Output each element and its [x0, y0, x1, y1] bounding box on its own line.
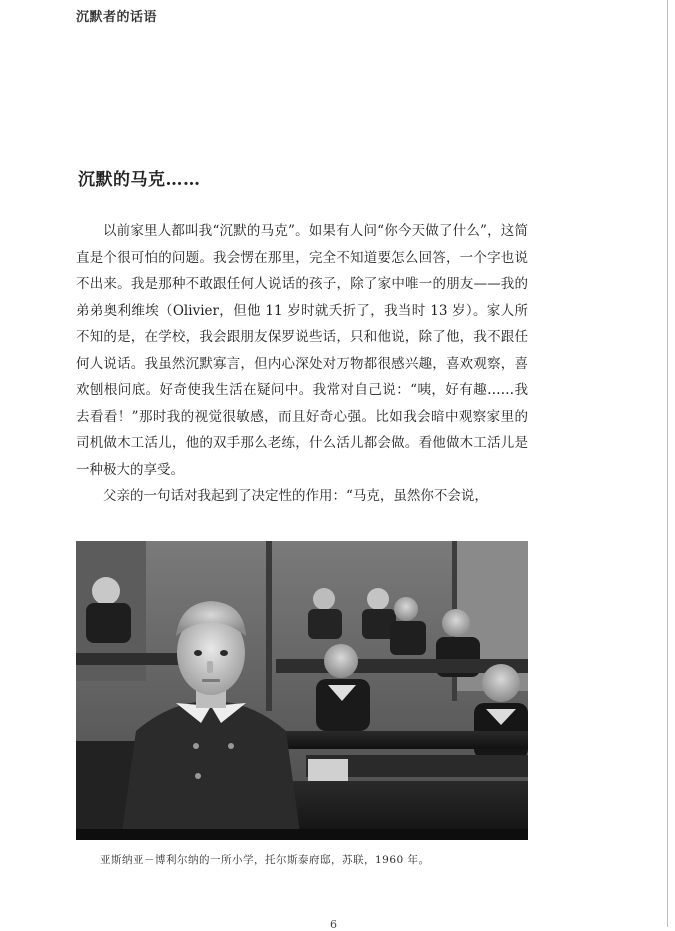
photo-caption: 亚斯纳亚－博利尔纳的一所小学，托尔斯泰府邸，苏联，1960 年。 [100, 854, 430, 866]
paragraph: 父亲的一句话对我起到了决定性的作用：“马克，虽然你不会说， [103, 488, 488, 504]
running-header: 沉默者的话语 [76, 10, 158, 25]
section-title: 沉默的马克…… [78, 170, 201, 190]
classroom-photo [76, 541, 528, 840]
page-edge-rule [667, 0, 668, 927]
page-number: 6 [330, 918, 337, 931]
body-text [76, 218, 528, 510]
paragraph: 以前家里人都叫我“沉默的马克”。如果有人问“你今天做了什么”，这简直是个很可怕的问题。我会愣在那里，完全不知道要怎么回答，一个字也说不出来。我是那种不敢跟任何人说话的孩子，除了家中唯一的朋友——我的弟弟奥利维埃（Olivier，但他 11 岁时就夭折了，我当时 13 岁）。家人所不知的是，在学校，我会跟朋友保罗说些话，只和他说，除了他，我不跟任何人说话。我虽然沉默寡言，但内心深处对万物都很感兴趣，喜欢观察，喜欢刨根问底。好奇使我生活在疑问中。我常对自己说：“咦，好有趣……我去看看！”那时我的视觉很敏感，而且好奇心强。比如我会暗中观察家里的司机做木工活儿，他的双手那么老练，什么活儿都会做。看他做木工活儿是一种极大的享受。 [76, 223, 528, 478]
